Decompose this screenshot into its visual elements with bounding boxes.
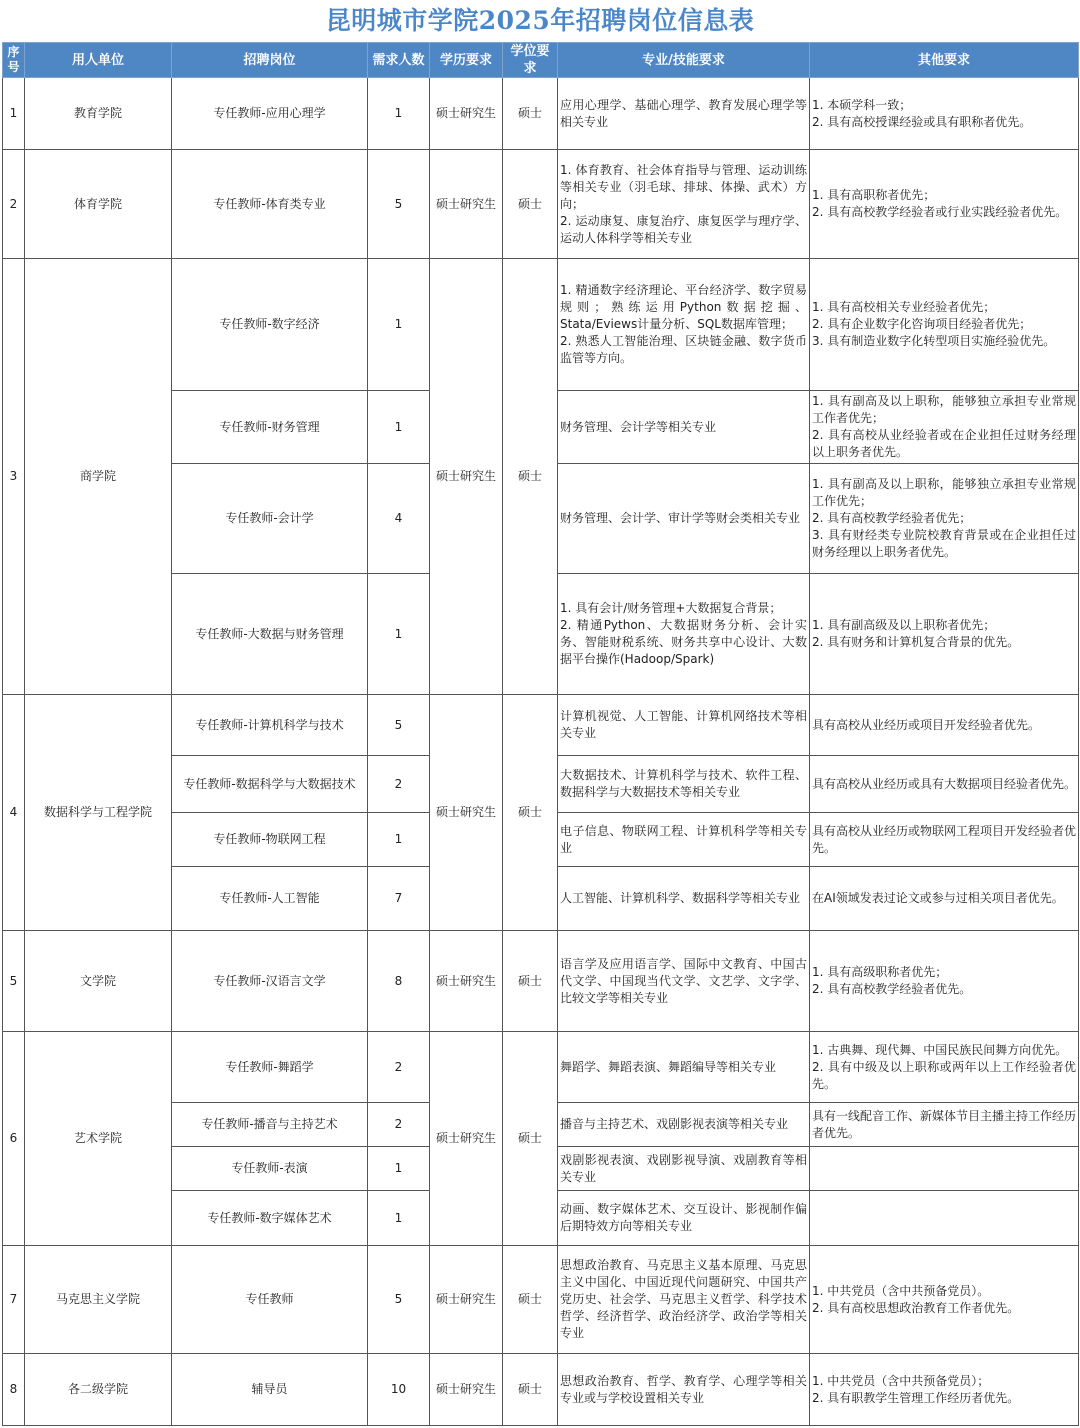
page-title: 昆明城市学院2025年招聘岗位信息表 — [325, 6, 755, 35]
cell-position: 专任教师-汉语言文学 — [172, 931, 368, 1032]
cell-other: 1. 具有副高及以上职称，能够独立承担专业常规工作者优先； 2. 具有高校从业经验者或在企业担任过财务经理以上职务者优先。 — [810, 391, 1079, 464]
cell-major: 舞蹈学、舞蹈表演、舞蹈编导等相关专业 — [558, 1032, 810, 1103]
header-row — [3, 43, 1079, 78]
cell-other — [810, 1147, 1079, 1191]
cell-other: 1. 具有副高及以上职称，能够独立承担专业常规工作优先； 2. 具有高校教学经验者优先； 3. 具有财经类专业院校教育背景或在企业担任过财务经理以上职务者优先。 — [810, 464, 1079, 574]
cell-major: 思想政治教育、马克思主义基本原理、马克思主义中国化、中国近现代问题研究、中国共产党历史、社会学、马克思主义哲学、科学技术哲学、经济哲学、政治经济学、政治学等相关专业 — [558, 1246, 810, 1354]
cell-position: 专任教师-播音与主持艺术 — [172, 1103, 368, 1147]
cell-other: 1. 中共党员（含中共预备党员）。 2. 具有高校思想政治教育工作者优先。 — [810, 1246, 1079, 1354]
cell-unit: 数据科学与工程学院 — [25, 695, 172, 931]
header-major: 专业/技能要求 — [558, 43, 810, 78]
cell-count: 1 — [368, 813, 430, 867]
cell-unit: 马克思主义学院 — [25, 1246, 172, 1354]
cell-count: 2 — [368, 1103, 430, 1147]
cell-major: 思想政治教育、哲学、教育学、心理学等相关专业或与学校设置相关专业 — [558, 1354, 810, 1426]
cell-other: 1. 具有副高级及以上职称者优先； 2. 具有财务和计算机复合背景的优先。 — [810, 574, 1079, 695]
cell-degree: 硕士 — [503, 1246, 558, 1354]
cell-other: 1. 古典舞、现代舞、中国民族民间舞方向优先。 2. 具有中级及以上职称或两年以上工作经验者优先。 — [810, 1032, 1079, 1103]
cell-count: 1 — [368, 259, 430, 391]
cell-position: 专任教师-人工智能 — [172, 867, 368, 931]
cell-degree: 硕士 — [503, 695, 558, 931]
cell-other: 在AI领域发表过论文或参与过相关项目者优先。 — [810, 867, 1079, 931]
cell-count: 7 — [368, 867, 430, 931]
cell-unit: 商学院 — [25, 259, 172, 695]
cell-unit: 文学院 — [25, 931, 172, 1032]
cell-education: 硕士研究生 — [430, 1246, 503, 1354]
cell-other: 具有一线配音工作、新媒体节目主播主持工作经历者优先。 — [810, 1103, 1079, 1147]
cell-count: 1 — [368, 1147, 430, 1191]
cell-position: 专任教师-应用心理学 — [172, 78, 368, 150]
cell-major: 播音与主持艺术、戏剧影视表演等相关专业 — [558, 1103, 810, 1147]
cell-position: 专任教师-会计学 — [172, 464, 368, 574]
cell-count: 5 — [368, 150, 430, 259]
cell-count: 1 — [368, 1191, 430, 1246]
cell-unit: 各二级学院 — [25, 1354, 172, 1426]
cell-seq: 8 — [3, 1354, 25, 1426]
table-row — [3, 150, 1079, 259]
header-count: 需求人数 — [368, 43, 430, 78]
cell-education: 硕士研究生 — [430, 695, 503, 931]
cell-count: 1 — [368, 574, 430, 695]
cell-count: 2 — [368, 1032, 430, 1103]
cell-degree: 硕士 — [503, 1354, 558, 1426]
cell-other: 1. 本硕学科一致； 2. 具有高校授课经验或具有职称者优先。 — [810, 78, 1079, 150]
header-education: 学历要求 — [430, 43, 503, 78]
cell-major: 1. 体育教育、社会体育指导与管理、运动训练等相关专业（羽毛球、排球、体操、武术）方向； 2. 运动康复、康复治疗、康复医学与理疗学、运动人体科学等相关专业 — [558, 150, 810, 259]
cell-seq: 7 — [3, 1246, 25, 1354]
header-position: 招聘岗位 — [172, 43, 368, 78]
cell-degree: 硕士 — [503, 1032, 558, 1246]
cell-major: 财务管理、会计学等相关专业 — [558, 391, 810, 464]
cell-major: 电子信息、物联网工程、计算机科学等相关专业 — [558, 813, 810, 867]
table-row — [3, 1032, 1079, 1103]
cell-position: 专任教师-计算机科学与技术 — [172, 695, 368, 756]
cell-other — [810, 1191, 1079, 1246]
cell-position: 专任教师-数字媒体艺术 — [172, 1191, 368, 1246]
cell-other: 具有高校从业经历或项目开发经验者优先。 — [810, 695, 1079, 756]
cell-unit: 体育学院 — [25, 150, 172, 259]
cell-count: 1 — [368, 391, 430, 464]
table-row — [3, 78, 1079, 150]
table-row — [3, 1354, 1079, 1426]
cell-major: 语言学及应用语言学、国际中文教育、中国古代文学、中国现当代文学、文艺学、文字学、比较文学等相关专业 — [558, 931, 810, 1032]
table-row — [3, 259, 1079, 391]
cell-unit: 艺术学院 — [25, 1032, 172, 1246]
table-row — [3, 695, 1079, 756]
cell-seq: 4 — [3, 695, 25, 931]
cell-major: 动画、数字媒体艺术、交互设计、影视制作偏后期特效方向等相关专业 — [558, 1191, 810, 1246]
cell-education: 硕士研究生 — [430, 1032, 503, 1246]
cell-major: 计算机视觉、人工智能、计算机网络技术等相关专业 — [558, 695, 810, 756]
cell-major: 1. 具有会计/财务管理+大数据复合背景； 2. 精通Python、大数据财务分析、会计实务、智能财税系统、财务共享中心设计、大数据平台操作(Hadoop/Spark) — [558, 574, 810, 695]
cell-position: 专任教师-物联网工程 — [172, 813, 368, 867]
cell-other: 1. 具有高职称者优先； 2. 具有高校教学经验者或行业实践经验者优先。 — [810, 150, 1079, 259]
cell-degree: 硕士 — [503, 150, 558, 259]
cell-other: 1. 中共党员（含中共预备党员）； 2. 具有职教学生管理工作经历者优先。 — [810, 1354, 1079, 1426]
cell-seq: 5 — [3, 931, 25, 1032]
cell-position: 专任教师 — [172, 1246, 368, 1354]
cell-major: 1. 精通数字经济理论、平台经济学、数字贸易规则；熟练运用Python数据挖掘、Stata/Eviews计量分析、SQL数据库管理； 2. 熟悉人工智能治理、区块链金融、数字货币监管等方向。 — [558, 259, 810, 391]
cell-education: 硕士研究生 — [430, 1354, 503, 1426]
cell-seq: 6 — [3, 1032, 25, 1246]
cell-other: 具有高校从业经历或物联网工程项目开发经验者优先。 — [810, 813, 1079, 867]
header-other: 其他要求 — [810, 43, 1079, 78]
cell-major: 应用心理学、基础心理学、教育发展心理学等相关专业 — [558, 78, 810, 150]
cell-position: 专任教师-大数据与财务管理 — [172, 574, 368, 695]
cell-position: 专任教师-舞蹈学 — [172, 1032, 368, 1103]
cell-unit: 教育学院 — [25, 78, 172, 150]
cell-education: 硕士研究生 — [430, 259, 503, 695]
cell-other: 1. 具有高级职称者优先； 2. 具有高校教学经验者优先。 — [810, 931, 1079, 1032]
cell-other: 1. 具有高校相关专业经验者优先； 2. 具有企业数字化咨询项目经验者优先； 3. 具有制造业数字化转型项目实施经验优先。 — [810, 259, 1079, 391]
cell-count: 10 — [368, 1354, 430, 1426]
cell-major: 人工智能、计算机科学、数据科学等相关专业 — [558, 867, 810, 931]
header-seq: 序号 — [3, 43, 25, 78]
cell-degree: 硕士 — [503, 259, 558, 695]
recruitment-table — [2, 42, 1079, 1426]
cell-count: 5 — [368, 695, 430, 756]
cell-position: 专任教师-数字经济 — [172, 259, 368, 391]
cell-education: 硕士研究生 — [430, 150, 503, 259]
cell-position: 辅导员 — [172, 1354, 368, 1426]
table-row — [3, 931, 1079, 1032]
table-row — [3, 1246, 1079, 1354]
cell-count: 8 — [368, 931, 430, 1032]
cell-seq: 2 — [3, 150, 25, 259]
cell-count: 1 — [368, 78, 430, 150]
cell-position: 专任教师-体育类专业 — [172, 150, 368, 259]
cell-count: 2 — [368, 756, 430, 813]
cell-degree: 硕士 — [503, 931, 558, 1032]
cell-seq: 1 — [3, 78, 25, 150]
cell-education: 硕士研究生 — [430, 78, 503, 150]
cell-position: 专任教师-财务管理 — [172, 391, 368, 464]
cell-position: 专任教师-数据科学与大数据技术 — [172, 756, 368, 813]
cell-major: 大数据技术、计算机科学与技术、软件工程、数据科学与大数据技术等相关专业 — [558, 756, 810, 813]
cell-position: 专任教师-表演 — [172, 1147, 368, 1191]
header-unit: 用人单位 — [25, 43, 172, 78]
cell-count: 5 — [368, 1246, 430, 1354]
cell-seq: 3 — [3, 259, 25, 695]
cell-major: 财务管理、会计学、审计学等财会类相关专业 — [558, 464, 810, 574]
cell-major: 戏剧影视表演、戏剧影视导演、戏剧教育等相关专业 — [558, 1147, 810, 1191]
header-degree: 学位要求 — [503, 43, 558, 78]
cell-other: 具有高校从业经历或具有大数据项目经验者优先。 — [810, 756, 1079, 813]
cell-count: 4 — [368, 464, 430, 574]
cell-education: 硕士研究生 — [430, 931, 503, 1032]
cell-degree: 硕士 — [503, 78, 558, 150]
